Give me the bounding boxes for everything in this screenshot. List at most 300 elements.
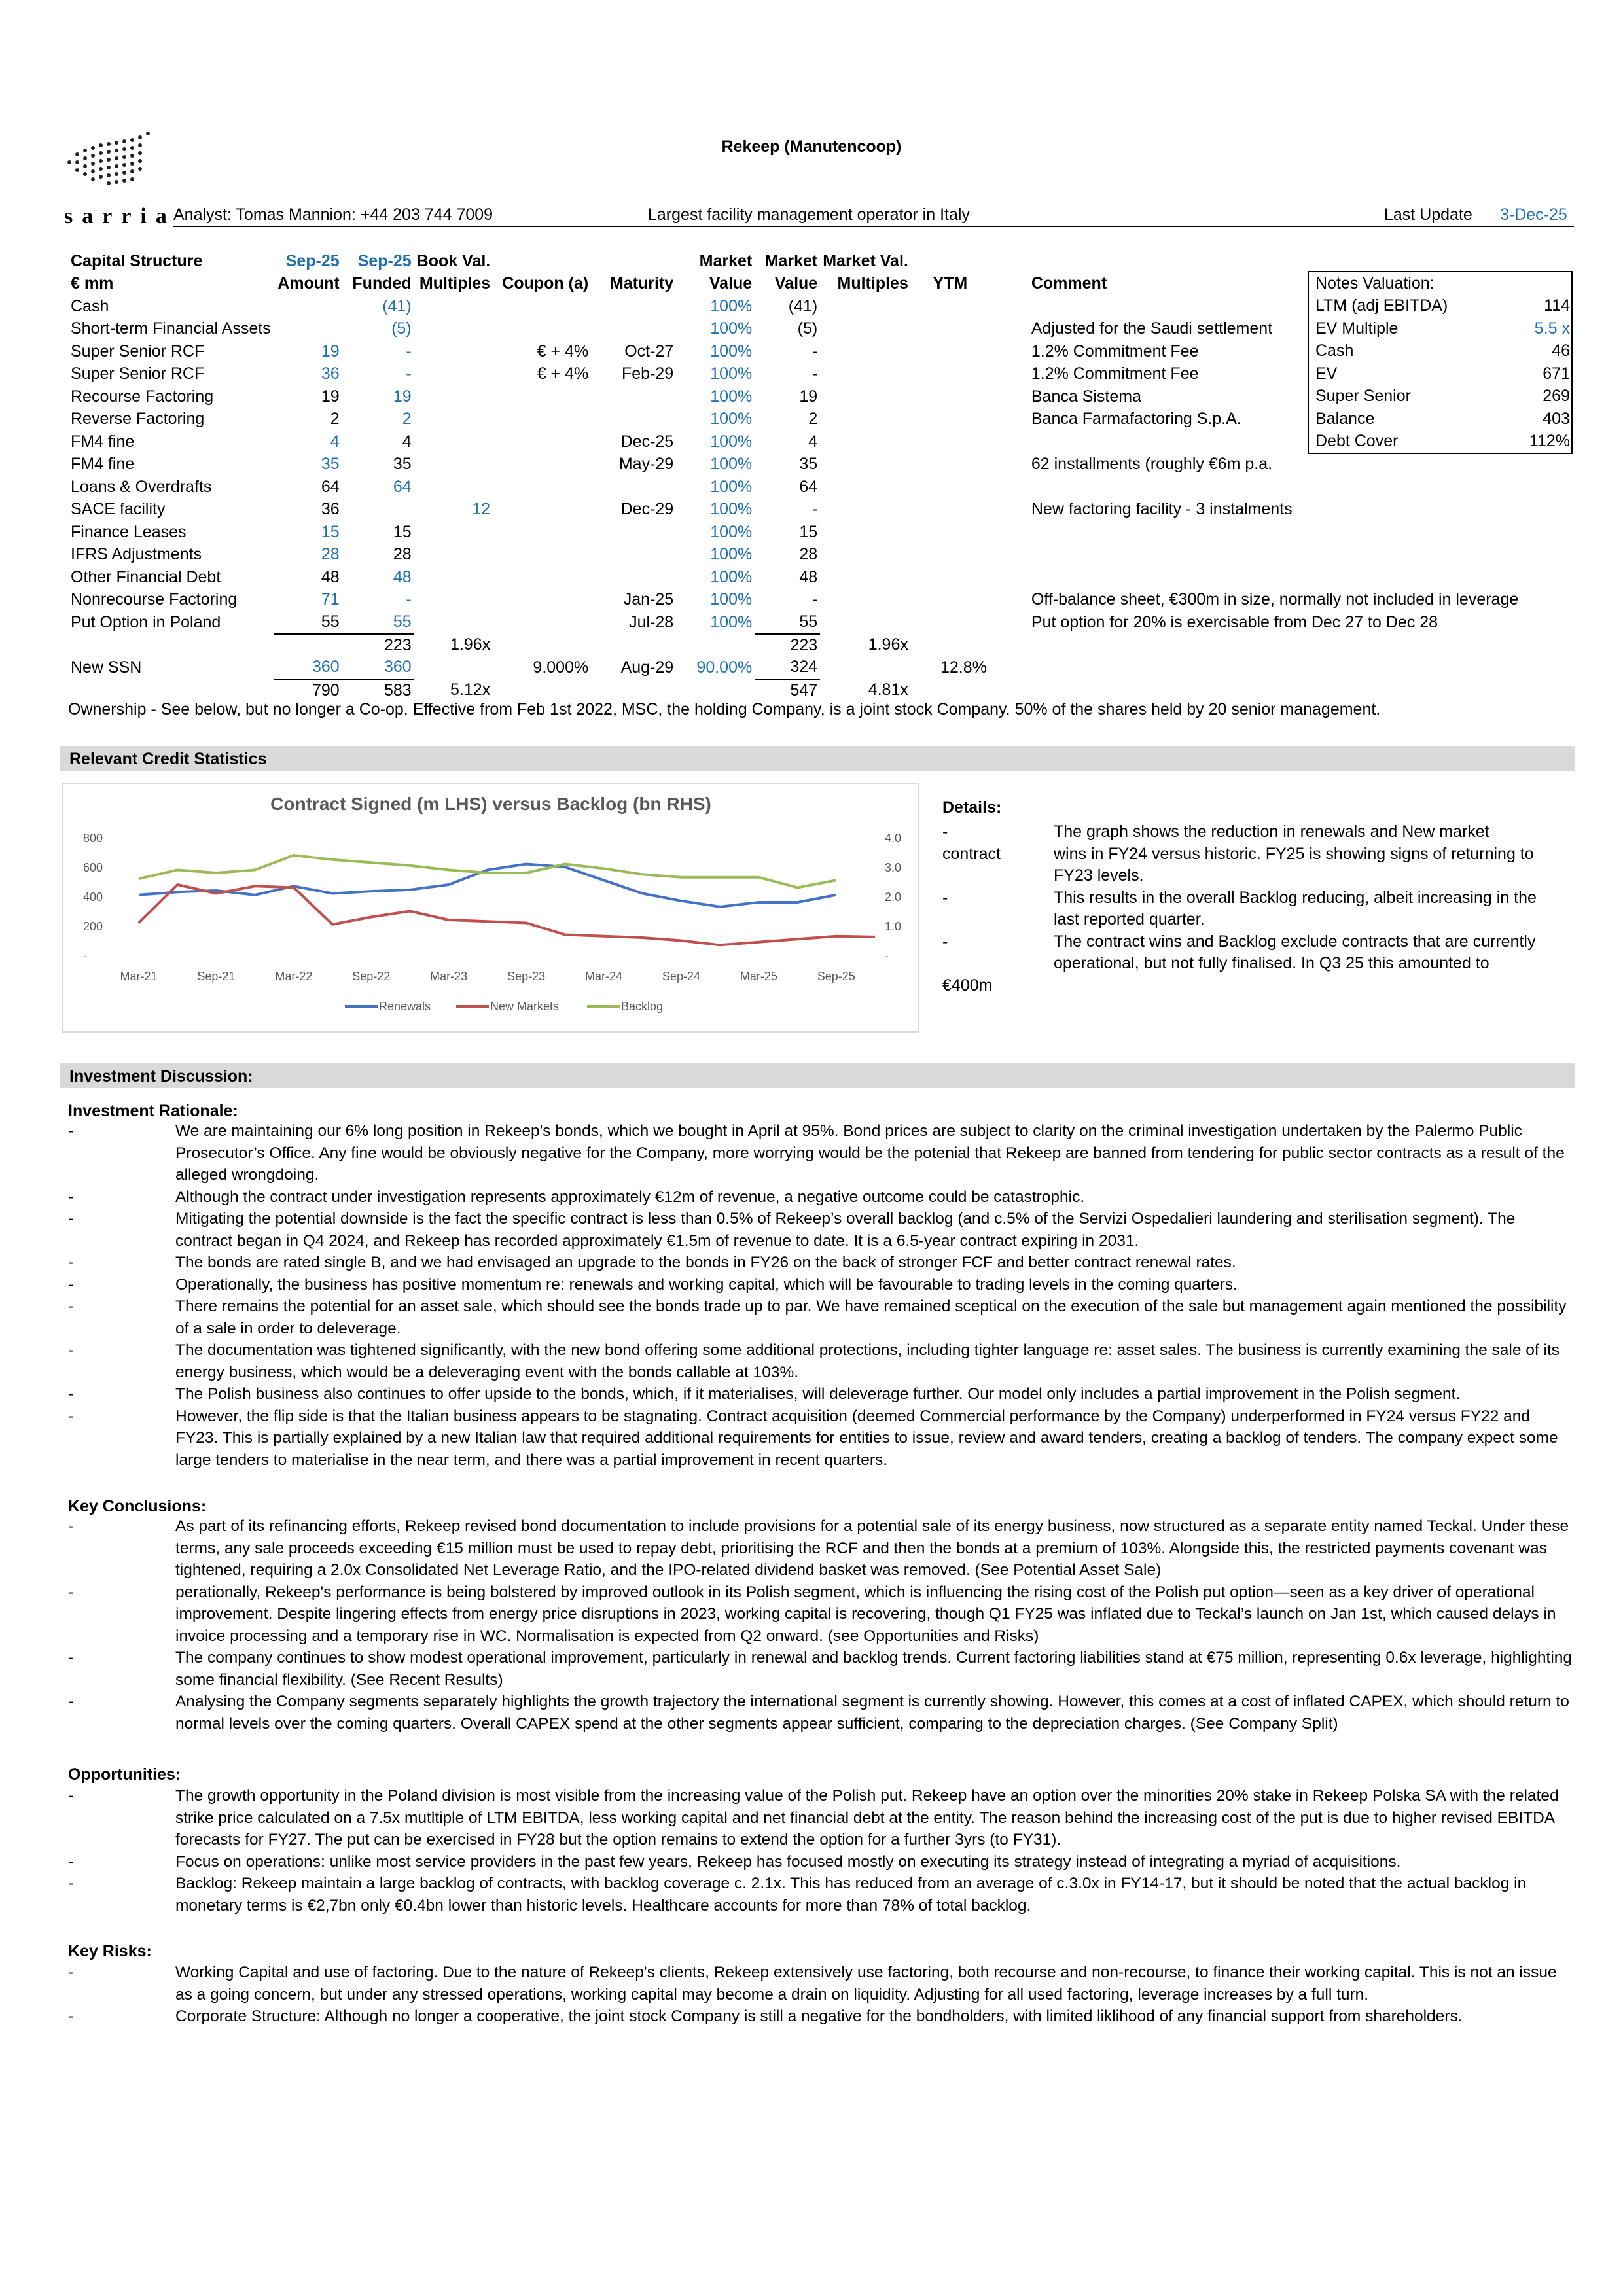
table-cell-funded: - bbox=[406, 590, 412, 609]
table-row bbox=[68, 318, 1521, 341]
notes-value: 403 bbox=[1543, 409, 1570, 428]
details-marker bbox=[942, 909, 1054, 931]
last-update-label: Last Update bbox=[1384, 205, 1472, 224]
table-cell-bvm bbox=[414, 544, 493, 567]
table-cell-coupon bbox=[493, 566, 591, 589]
table-cell-ytm bbox=[911, 566, 990, 589]
x-tick: Mar-21 bbox=[120, 970, 158, 983]
table-cell-mv: - bbox=[812, 364, 818, 383]
table-row bbox=[68, 521, 1521, 544]
table-row bbox=[68, 453, 1521, 476]
bullet-item bbox=[68, 1186, 1573, 1209]
bullet-text: Analysing the Company segments separately highlights the growth trajectory the international segment is currently showing. However, this comes at a cost of inflated CAPEX, which should return to normal levels over the coming quarters. Overall CAPEX spend at the other segments appear sufficient, comparing to the depreciation charges. (See Company Split) bbox=[175, 1693, 1569, 1733]
table-cell-name: New SSN bbox=[71, 658, 142, 677]
table-cell-funded: 19 bbox=[393, 387, 412, 406]
table-cell-mv-pct: 100% bbox=[710, 455, 753, 474]
table-cell-mv: 35 bbox=[799, 455, 818, 474]
table-cell-comment bbox=[990, 634, 1521, 657]
table-cell-funded: - bbox=[406, 342, 412, 361]
table-cell-funded: 48 bbox=[393, 567, 412, 586]
bullet-dash: - bbox=[68, 1693, 74, 1710]
table-cell-comment: Put option for 20% is exercisable from Dec 27 to Dec 28 bbox=[1031, 612, 1438, 631]
table-cell-mv: 324 bbox=[755, 656, 820, 679]
col-header: Value bbox=[709, 274, 753, 293]
table-cell-mvm: 1.96x bbox=[868, 635, 908, 654]
bullet-text: Although the contract under investigation represents approximately €12m of revenue, a negative outcome could be catastrophic. bbox=[175, 1188, 1085, 1206]
table-cell-coupon bbox=[493, 611, 591, 634]
notes-row bbox=[1309, 340, 1571, 363]
table-cell-mv-pct: 90.00% bbox=[696, 658, 753, 677]
col-header: Funded bbox=[352, 274, 412, 293]
table-cell-mv-pct: 100% bbox=[710, 545, 753, 564]
details-marker: - bbox=[942, 932, 948, 951]
bullet-item bbox=[68, 1515, 1573, 1581]
col-header: Sep-25 bbox=[285, 251, 340, 270]
table-cell-mv: 48 bbox=[799, 567, 818, 586]
table-cell-funded: (41) bbox=[382, 296, 412, 315]
ownership-note: Ownership - See below, but no longer a Co-op. Effective from Feb 1st 2022, MSC, the holding Company, is a joint stock Company. 50% of the shares held by 20 senior management. bbox=[68, 700, 1381, 718]
y-tick-right: 2.0 bbox=[885, 891, 902, 904]
table-cell-name: Reverse Factoring bbox=[71, 410, 205, 429]
col-header: Value bbox=[774, 274, 818, 293]
capital-structure-table bbox=[68, 250, 1521, 701]
col-header: Market bbox=[764, 251, 818, 270]
table-cell-amount: 55 bbox=[274, 611, 342, 634]
table-cell-mv: 4 bbox=[808, 432, 818, 451]
x-tick: Mar-25 bbox=[740, 970, 777, 983]
notes-value: 112% bbox=[1529, 432, 1570, 451]
col-header: Market Val. bbox=[823, 251, 908, 270]
table-cell-amount: 4 bbox=[330, 432, 340, 451]
bullet-text: The bonds are rated single B, and we had envisaged an upgrade to the bonds in FY26 on the back of stronger FCF and better contract renewal rates. bbox=[175, 1254, 1236, 1271]
table-cell-mvm bbox=[820, 318, 911, 341]
table-cell-name: Cash bbox=[71, 296, 109, 315]
table-cell-mv: (41) bbox=[788, 296, 818, 315]
bullet-dash: - bbox=[68, 1122, 74, 1140]
y-tick-right: 4.0 bbox=[885, 832, 902, 845]
rationale-list bbox=[0, 1120, 1567, 1471]
col-header: Book Val. bbox=[416, 251, 491, 270]
table-cell-name: Finance Leases bbox=[71, 522, 187, 541]
table-cell-coupon bbox=[493, 476, 591, 499]
table-row bbox=[68, 499, 1521, 521]
details-text: wins in FY24 versus historic. FY25 is showing signs of returning to bbox=[1054, 844, 1534, 863]
table-cell-maturity bbox=[591, 408, 676, 431]
legend-label: Renewals bbox=[379, 1000, 431, 1013]
conclusions-list bbox=[0, 1515, 1573, 1735]
tagline: Largest facility management operator in Italy bbox=[648, 205, 970, 224]
table-cell-maturity: May-29 bbox=[618, 455, 674, 474]
credit-stats-band: Relevant Credit Statistics bbox=[60, 746, 1575, 771]
table-cell-mvm bbox=[820, 340, 911, 363]
table-cell-amount: 2 bbox=[330, 410, 340, 429]
legend-label: New Markets bbox=[490, 1000, 560, 1013]
details-item bbox=[942, 953, 1571, 975]
bullet-item bbox=[68, 1873, 1573, 1916]
table-cell-comment: Off-balance sheet, €300m in size, normally not included in leverage bbox=[1031, 590, 1519, 609]
bullet-item bbox=[68, 1962, 1573, 2005]
table-cell-maturity bbox=[591, 521, 676, 544]
details-marker: - bbox=[942, 822, 948, 841]
table-cell-amount: 19 bbox=[321, 387, 340, 406]
conclusions-heading: Key Conclusions: bbox=[68, 1497, 207, 1515]
bullet-item bbox=[68, 1785, 1573, 1851]
table-cell-ytm bbox=[911, 589, 990, 612]
table-header-row-2 bbox=[68, 273, 1521, 296]
table-cell-name: SACE facility bbox=[71, 500, 166, 519]
table-cell-mv: - bbox=[812, 590, 818, 609]
table-cell-maturity: Dec-25 bbox=[620, 432, 674, 451]
table-row bbox=[68, 363, 1521, 386]
col-header: Sep-25 bbox=[357, 251, 412, 270]
table-cell-mvm bbox=[820, 295, 911, 318]
bullet-text: Backlog: Rekeep maintain a large backlog of contracts, with backlog coverage c. 2.1x. This has reduced from an average of c.3.0x in FY14-17, but it should be noted that the actual backlog in monetary terms is €2,7bn only €0.4bn lower than historic levels. Healthcare accounts for more than 78% of total backlog. bbox=[175, 1875, 1527, 1915]
table-cell-ytm bbox=[911, 521, 990, 544]
bullet-dash: - bbox=[68, 1210, 74, 1227]
table-cell-bvm bbox=[414, 340, 493, 363]
table-cell-name: Recourse Factoring bbox=[71, 387, 214, 406]
table-cell-mv: (5) bbox=[797, 319, 818, 338]
notes-value: 5.5 x bbox=[1534, 319, 1570, 338]
table-cell-mvm bbox=[820, 453, 911, 476]
notes-row bbox=[1309, 362, 1571, 385]
bullet-dash: - bbox=[68, 1385, 74, 1403]
table-cell-name: Loans & Overdrafts bbox=[71, 477, 212, 496]
x-tick: Mar-22 bbox=[275, 970, 313, 983]
table-cell-maturity bbox=[591, 318, 676, 341]
notes-value: 671 bbox=[1543, 364, 1570, 383]
table-cell-coupon bbox=[493, 544, 591, 567]
table-cell-comment bbox=[990, 476, 1521, 499]
risks-list bbox=[0, 1962, 1557, 2028]
table-cell-ytm bbox=[911, 295, 990, 318]
y-tick-left: - bbox=[83, 949, 87, 963]
page-title: Rekeep (Manutencoop) bbox=[721, 137, 902, 156]
rationale-heading: Investment Rationale: bbox=[68, 1102, 238, 1120]
y-tick-right: 1.0 bbox=[885, 920, 902, 933]
table-cell-coupon bbox=[493, 408, 591, 431]
table-cell-mv: 19 bbox=[799, 387, 818, 406]
table-cell-amount: 28 bbox=[321, 545, 340, 564]
table-cell-name bbox=[68, 679, 274, 702]
table-row bbox=[68, 679, 1521, 702]
table-cell-maturity: Jul-28 bbox=[629, 612, 674, 631]
notes-title-text: Notes Valuation: bbox=[1315, 274, 1435, 292]
table-cell-maturity bbox=[591, 566, 676, 589]
table-row bbox=[68, 385, 1521, 408]
bullet-item bbox=[68, 1274, 1573, 1296]
col-header: Multiples bbox=[419, 274, 491, 293]
table-cell-mv-pct: 100% bbox=[710, 612, 753, 631]
notes-label: EV Multiple bbox=[1315, 319, 1399, 338]
table-cell-mvm bbox=[820, 385, 911, 408]
bullet-text: The growth opportunity in the Poland division is most visible from the increasing value of the Polish put. Rekeep have an option over the minorities 20% stake in Rekeep Polska SA with the related strike price calculated on a 7.5x mutltiple of LTM EBITDA, less working capital and net financial debt at the entity. The reason behind the increasing cost of the put is due to higher revised EBITDA forecasts for FY27. The put can be exercised in FY28 but the option remains to extend the option for a further 3yrs (to FY31). bbox=[175, 1787, 1559, 1848]
table-cell-funded: 583 bbox=[383, 680, 412, 699]
table-cell-comment bbox=[990, 544, 1521, 567]
table-cell-bvm bbox=[414, 521, 493, 544]
table-cell-mv: 55 bbox=[755, 611, 820, 634]
chart-title: Contract Signed (m LHS) versus Backlog (bn RHS) bbox=[270, 794, 711, 814]
table-cell-funded: 55 bbox=[342, 611, 414, 634]
table-cell-mv-pct bbox=[676, 634, 755, 657]
notes-row bbox=[1309, 295, 1571, 318]
table-cell-maturity: Feb-29 bbox=[622, 364, 674, 383]
table-cell-ytm bbox=[911, 544, 990, 567]
table-cell-ytm bbox=[911, 363, 990, 386]
notes-label: LTM (adj EBITDA) bbox=[1315, 296, 1448, 315]
bullet-dash: - bbox=[68, 1964, 74, 1981]
x-tick: Sep-23 bbox=[507, 970, 546, 983]
table-cell-mvm bbox=[820, 566, 911, 589]
risks-heading: Key Risks: bbox=[68, 1942, 152, 1960]
bullet-dash: - bbox=[68, 1298, 74, 1315]
details-marker: €400m bbox=[942, 976, 993, 995]
table-cell-mvm bbox=[820, 521, 911, 544]
table-cell-maturity bbox=[591, 385, 676, 408]
details-item bbox=[942, 821, 1571, 843]
table-cell-coupon bbox=[493, 499, 591, 521]
table-cell-ytm bbox=[911, 476, 990, 499]
bullet-dash: - bbox=[68, 1649, 74, 1667]
header-rule bbox=[173, 226, 1574, 227]
table-cell-maturity bbox=[591, 679, 676, 702]
col-header: Amount bbox=[277, 274, 340, 293]
table-cell-bvm: 12 bbox=[472, 500, 491, 519]
bullet-text: The documentation was tightened significantly, with the new bond offering some additional protections, including tighter language re: asset sales. The business is currently examining the sale of its energy business, which would be a deleveraging event with the bonds callable at 103%. bbox=[175, 1341, 1560, 1381]
bullet-dash: - bbox=[68, 1787, 74, 1805]
table-cell-ytm bbox=[911, 385, 990, 408]
table-cell-mv: 547 bbox=[790, 680, 818, 699]
table-cell-coupon: € + 4% bbox=[537, 342, 589, 361]
notes-label: EV bbox=[1315, 364, 1338, 383]
table-cell-comment bbox=[990, 566, 1521, 589]
table-cell-mv-pct: 100% bbox=[710, 567, 753, 586]
table-row bbox=[68, 611, 1521, 634]
table-row bbox=[68, 566, 1521, 589]
table-cell-maturity: Jan-25 bbox=[623, 590, 674, 609]
table-cell-funded: 360 bbox=[342, 656, 414, 679]
table-cell-comment: Banca Farmafactoring S.p.A. bbox=[1031, 410, 1241, 429]
table-cell-funded: 35 bbox=[393, 455, 412, 474]
table-row bbox=[68, 295, 1521, 318]
table-cell-coupon bbox=[493, 295, 591, 318]
y-tick-right: - bbox=[885, 949, 889, 963]
details-text: last reported quarter. bbox=[1054, 910, 1205, 928]
table-cell-maturity: Oct-27 bbox=[624, 342, 674, 361]
table-cell-amount bbox=[274, 295, 342, 318]
table-cell-funded: - bbox=[406, 364, 412, 383]
details-marker bbox=[942, 953, 1054, 975]
table-cell-mv-pct: 100% bbox=[710, 432, 753, 451]
table-cell-coupon bbox=[493, 679, 591, 702]
table-row bbox=[68, 589, 1521, 612]
table-cell-name: Other Financial Debt bbox=[71, 567, 221, 586]
bullet-item bbox=[68, 1296, 1573, 1339]
table-cell-mv-pct: 100% bbox=[710, 590, 753, 609]
table-cell-mvm bbox=[820, 611, 911, 634]
table-cell-funded bbox=[342, 499, 414, 521]
notes-value: 269 bbox=[1543, 387, 1570, 406]
bullet-item bbox=[68, 1339, 1573, 1383]
bullet-dash: - bbox=[68, 1341, 74, 1359]
details-item bbox=[942, 909, 1571, 931]
table-cell-name: FM4 fine bbox=[71, 432, 135, 451]
table-cell-ytm bbox=[911, 679, 990, 702]
bullet-text: The company continues to show modest operational improvement, particularly in renewal and backlog trends. Current factoring liabilities stand at €75 million, representing 0.6x leverage, highlighting some financial flexibility. (See Recent Results) bbox=[175, 1649, 1573, 1689]
table-cell-comment bbox=[990, 679, 1521, 702]
table-cell-funded: 64 bbox=[393, 477, 412, 496]
table-cell-amount bbox=[274, 318, 342, 341]
notes-label: Super Senior bbox=[1315, 387, 1411, 406]
table-cell-funded: 2 bbox=[402, 410, 412, 429]
table-cell-funded: 223 bbox=[383, 635, 412, 654]
table-cell-bvm: 5.12x bbox=[450, 680, 491, 699]
table-cell-mvm bbox=[820, 589, 911, 612]
line-chart bbox=[63, 784, 918, 1031]
details-item bbox=[942, 887, 1571, 910]
details-text: This results in the overall Backlog reducing, albeit increasing in the bbox=[1054, 888, 1537, 907]
table-cell-name: FM4 fine bbox=[71, 455, 135, 474]
table-cell-funded: 4 bbox=[402, 432, 412, 451]
bullet-text: Operationally, the business has positive momentum re: renewals and working capital, which will be favourable to trading levels in the coming quarters. bbox=[175, 1275, 1238, 1294]
table-cell-mv: 15 bbox=[799, 522, 818, 541]
table-cell-bvm bbox=[414, 656, 493, 679]
table-cell-funded: 15 bbox=[393, 522, 412, 541]
x-tick: Mar-24 bbox=[585, 970, 623, 983]
bullet-dash: - bbox=[68, 1875, 74, 1892]
table-cell-mvm bbox=[820, 656, 911, 679]
chart-container bbox=[62, 783, 919, 1033]
table-cell-name: Nonrecourse Factoring bbox=[71, 590, 238, 609]
table-cell-bvm bbox=[414, 363, 493, 386]
table-cell-mv-pct: 100% bbox=[710, 296, 753, 315]
table-cell-amount bbox=[274, 634, 342, 657]
table-cell-amount: 790 bbox=[312, 680, 340, 699]
notes-row bbox=[1309, 317, 1571, 340]
details-marker bbox=[942, 865, 1054, 887]
table-cell-bvm bbox=[414, 295, 493, 318]
bullet-dash: - bbox=[68, 1517, 74, 1535]
table-cell-comment: Banca Sistema bbox=[1031, 387, 1141, 406]
table-cell-coupon bbox=[493, 385, 591, 408]
notes-row bbox=[1309, 408, 1571, 431]
table-cell-name: Super Senior RCF bbox=[71, 364, 205, 383]
table-cell-coupon: € + 4% bbox=[537, 364, 589, 383]
x-tick: Sep-22 bbox=[352, 970, 391, 983]
bullet-item bbox=[68, 1252, 1573, 1274]
bullet-item bbox=[68, 1691, 1573, 1735]
bullet-text: The Polish business also continues to offer upside to the bonds, which, if it materialises, will deleverage further. Our model only includes a partial improvement in the Polish segment. bbox=[175, 1385, 1461, 1403]
bullet-item bbox=[68, 1383, 1573, 1405]
bullet-text: Mitigating the potential downside is the fact the specific contract is less than 0.5% of Rekeep’s overall backlog (and c.5% of the Servizi Ospedalieri laundering and sterilisation segment). The contract began in Q4 2024, and Rekeep has recorded approximately €1.5m of revenue to date. It is a 6.5-year contract expiring in 2031. bbox=[175, 1210, 1516, 1250]
bullet-text: Corporate Structure: Although no longer a cooperative, the joint stock Company is still a negative for the bondholders, with limited liklihood of any financial support from shareholders. bbox=[175, 2007, 1463, 2025]
bullet-item bbox=[68, 1581, 1573, 1648]
table-cell-comment: 1.2% Commitment Fee bbox=[1031, 342, 1199, 361]
table-cell-comment bbox=[990, 656, 1521, 679]
bullet-item bbox=[68, 1647, 1573, 1691]
legend-label: Backlog bbox=[621, 1000, 664, 1013]
table-cell-mv-pct: 100% bbox=[710, 522, 753, 541]
table-cell-name: Put Option in Poland bbox=[71, 612, 221, 631]
col-header: € mm bbox=[71, 274, 114, 293]
table-cell-coupon bbox=[493, 453, 591, 476]
table-cell-mv-pct: 100% bbox=[710, 319, 753, 338]
y-tick-right: 3.0 bbox=[885, 861, 902, 874]
notes-title bbox=[1309, 272, 1571, 295]
table-cell-amount: 19 bbox=[321, 342, 340, 361]
col-header: Maturity bbox=[609, 274, 674, 293]
col-header: Market bbox=[699, 251, 753, 270]
bullet-dash: - bbox=[68, 1583, 74, 1601]
bullet-dash: - bbox=[68, 2007, 74, 2025]
table-row bbox=[68, 656, 1521, 679]
table-cell-coupon bbox=[493, 589, 591, 612]
y-tick-left: 800 bbox=[83, 832, 103, 845]
table-cell-mv-pct: 100% bbox=[710, 342, 753, 361]
table-cell-ytm bbox=[911, 499, 990, 521]
bullet-text: As part of its refinancing efforts, Rekeep revised bond documentation to include provisions for a potential sale of its energy business, now structured as a separate entity named Teckal. Under these terms, any sale proceeds exceeding €15 million must be used to repay debt, prioritising the RCF and then the bonds at a premium of 103%. Alongside this, the restricted payments covenant was tightened, requiring a 2.0x Consolidated Net Leverage Ratio, and the IPO-related dividend basket was removed. (See Potential Asset Sale) bbox=[175, 1517, 1569, 1579]
table-cell-mv: 223 bbox=[790, 635, 818, 654]
bullet-dash: - bbox=[68, 1407, 74, 1425]
table-cell-maturity bbox=[591, 295, 676, 318]
table-cell-name: Super Senior RCF bbox=[71, 342, 205, 361]
table-cell-mv-pct: 100% bbox=[710, 410, 753, 429]
table-cell-bvm bbox=[414, 408, 493, 431]
table-cell-ytm bbox=[911, 453, 990, 476]
table-cell-amount: 36 bbox=[321, 364, 340, 383]
table-cell-coupon bbox=[493, 521, 591, 544]
details-title: Details: bbox=[942, 798, 1002, 817]
table-cell-bvm bbox=[414, 453, 493, 476]
bullet-dash: - bbox=[68, 1254, 74, 1271]
table-cell-mvm bbox=[820, 499, 911, 521]
details-panel bbox=[942, 798, 1571, 997]
investment-discussion-band: Investment Discussion: bbox=[60, 1063, 1575, 1088]
table-cell-mv: - bbox=[812, 500, 818, 519]
table-cell-coupon bbox=[493, 431, 591, 453]
table-cell-amount: 36 bbox=[321, 500, 340, 519]
table-cell-maturity bbox=[591, 476, 676, 499]
table-cell-mvm bbox=[820, 544, 911, 567]
x-tick: Sep-21 bbox=[197, 970, 236, 983]
bullet-item bbox=[68, 1405, 1573, 1472]
table-cell-name: IFRS Adjustments bbox=[71, 545, 202, 564]
table-cell-coupon: 9.000% bbox=[533, 658, 589, 677]
details-item bbox=[942, 975, 1571, 997]
table-header-row-1 bbox=[68, 250, 1521, 273]
bullet-text: However, the flip side is that the Italian business appears to be stagnating. Contract acquisition (deemed Commercial performance by the Company) underperformed in FY24 versus FY22 and FY23. This is partially explained by a new Italian law that required additional requirements for entities to issue, review and award tenders, creating a backlog of tenders. The company expect some large tenders to materialise in the near term, and there was a partial improvement in recent quarters. bbox=[175, 1407, 1558, 1469]
bullet-text: Working Capital and use of factoring. Due to the nature of Rekeep's clients, Rekeep extensively use factoring, both recourse and non-recourse, to finance their working capital. This is not an issue as a going concern, but under any stressed operations, working capital may become a drain on liquidity. Adjusting for all used factoring, leverage increases by a full turn. bbox=[175, 1964, 1557, 2004]
table-cell-mv: 28 bbox=[799, 545, 818, 564]
notes-value: 114 bbox=[1544, 296, 1570, 315]
table-cell-ytm bbox=[911, 431, 990, 453]
table-cell-bvm bbox=[414, 566, 493, 589]
table-row bbox=[68, 408, 1521, 431]
table-cell-ytm bbox=[911, 408, 990, 431]
table-row bbox=[68, 431, 1521, 453]
table-cell-amount: 64 bbox=[321, 477, 340, 496]
bullet-item bbox=[68, 1120, 1573, 1186]
col-header: Coupon (a) bbox=[502, 274, 589, 293]
col-header: Multiples bbox=[837, 274, 908, 293]
details-marker: contract bbox=[942, 844, 1001, 863]
table-cell-mvm bbox=[820, 408, 911, 431]
y-tick-left: 600 bbox=[83, 861, 103, 874]
table-row bbox=[68, 340, 1521, 363]
table-cell-maturity: Dec-29 bbox=[620, 500, 674, 519]
col-header: Capital Structure bbox=[71, 251, 203, 270]
table-cell-bvm bbox=[414, 611, 493, 634]
